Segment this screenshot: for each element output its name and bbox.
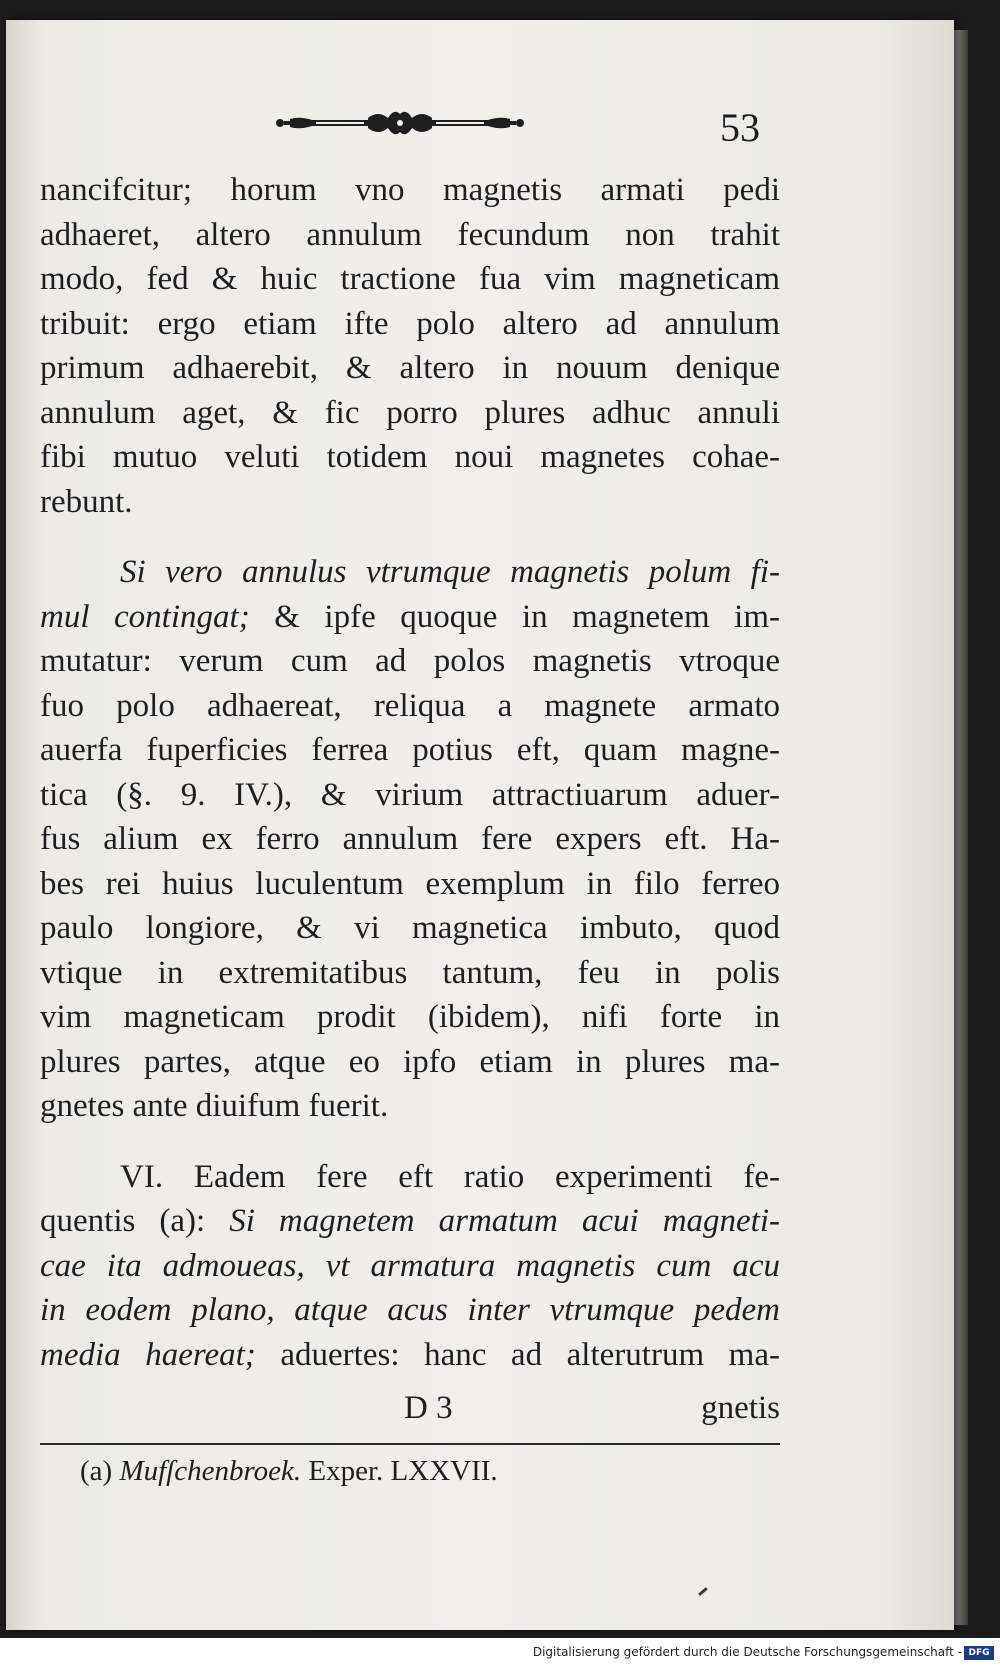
- italic-text: cae ita admoueas, vt armatura magnetis cum acu: [40, 1247, 780, 1284]
- footnote-marker: (a): [80, 1455, 113, 1487]
- text-line: fibi mutuo veluti totidem noui magnetes cohae-: [40, 439, 780, 475]
- footnote-reference: Exper. LXXVII.: [301, 1455, 498, 1487]
- footnote-rule: [40, 1443, 780, 1445]
- page-number: 53: [720, 105, 760, 150]
- text-line: [40, 595, 780, 640]
- paragraph-1: [40, 168, 780, 524]
- paragraph-3: [40, 1155, 780, 1378]
- text-line: plures partes, atque eo ipfo etiam in plures ma-: [40, 1043, 780, 1080]
- text-line: [40, 1199, 780, 1244]
- text-line: fus alium ex ferro annulum fere expers eft. Ha-: [40, 821, 780, 857]
- text-line: modo, fed & huic tractione fua vim magneticam: [40, 261, 780, 297]
- text-line: tribuit: ergo etiam ifte polo altero ad annulum: [40, 305, 780, 342]
- page-edge: [954, 30, 968, 1625]
- ornament-icon: [272, 104, 528, 142]
- credit-text: Digitalisierung gefördert durch die Deutsche Forschungsgemeinschaft -: [532, 1645, 962, 1659]
- italic-text: Si vero annulus vtrumque magnetis polum fi-: [120, 554, 780, 590]
- text-line: adhaeret, altero annulum fecundum non trahit: [40, 216, 780, 253]
- text-line: primum adhaerebit, & altero in nouum denique: [40, 350, 780, 386]
- text-line: nancifcitur; horum vno magnetis armati pedi: [40, 172, 780, 208]
- dfg-logo-icon: DFG: [964, 1646, 994, 1660]
- text-line: paulo longiore, & vi magnetica imbuto, quod: [40, 910, 780, 946]
- text-line: gnetes ante diuifum fuerit.: [40, 1088, 389, 1124]
- roman-text: quentis (a):: [40, 1203, 230, 1239]
- main-text: [40, 168, 780, 1377]
- italic-text: Si magnetem armatum acui magneti-: [229, 1203, 780, 1239]
- italic-text: media haereat;: [40, 1336, 256, 1373]
- italic-text: in eodem plano, atque acus inter vtrumque pedem: [40, 1292, 780, 1328]
- text-line: bes rei huius luculentum exemplum in filo ferreo: [40, 865, 780, 902]
- footnote-author: Mufſchenbroek.: [119, 1455, 302, 1487]
- text-line: mutatur: verum cum ad polos magnetis vtroque: [40, 643, 780, 679]
- text-line: fuo polo adhaereat, reliqua a magnete armato: [40, 687, 780, 724]
- text-line: [40, 1244, 780, 1289]
- credit-bar: [0, 1638, 1000, 1668]
- paragraph-2: [40, 550, 780, 1129]
- text-line: annulum aget, & fic porro plures adhuc annuli: [40, 394, 780, 431]
- text-line: vim magneticam prodit (ibidem), nifi forte in: [40, 999, 780, 1035]
- text-line: [40, 550, 780, 595]
- catchword: gnetis: [701, 1390, 780, 1426]
- roman-text: aduertes: hanc ad alterutrum ma-: [255, 1336, 780, 1373]
- text-line: rebunt.: [40, 483, 133, 520]
- text-line: [40, 1288, 780, 1333]
- text-line: [40, 1333, 780, 1378]
- text-line: VI. Eadem fere eft ratio experimenti fe-: [120, 1158, 780, 1195]
- signature-mark: D 3: [404, 1390, 453, 1426]
- signature-line: [40, 1390, 780, 1434]
- text-line: vtique in extremitatibus tantum, feu in polis: [40, 954, 780, 991]
- footnote: [80, 1455, 498, 1488]
- text-line: tica (§. 9. IV.), & virium attractiuarum aduer-: [40, 776, 780, 813]
- text-line: auerfa fuperficies ferrea potius eft, quam magne-: [40, 732, 780, 768]
- italic-text: mul contingat;: [40, 598, 250, 635]
- roman-text: & ipfe quoque in magnetem im-: [249, 598, 780, 635]
